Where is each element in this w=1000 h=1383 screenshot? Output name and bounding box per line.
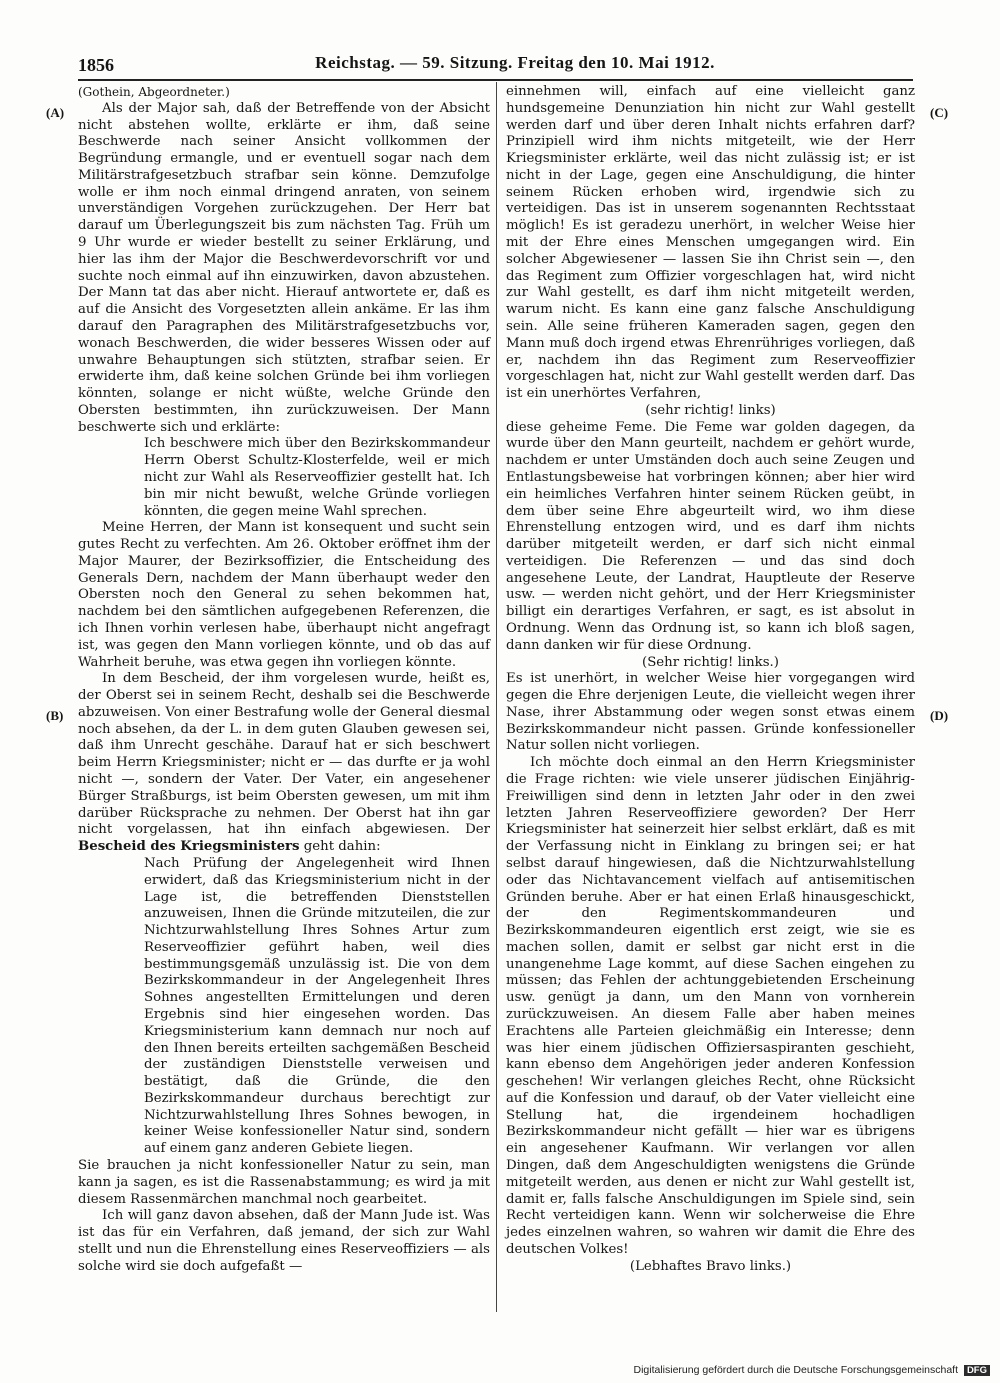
paragraph: diese geheime Feme. Die Feme war golden dagegen, da wurde über den Mann geurteilt, nachdem er gehört wurde, nachdem er unter Umständen doch auch seine Zeugen und Entlastungsbeweise hat vorbringen können; aber hier wird ein heimliches Verfahren hinter seinem Rücken geübt, in dem über seine Ehre abgeurteilt wird, wo ihm diese Ehrenstellung entzogen wird, und es darf ihm nichts darüber mitgeteilt werden, er darf sich nicht einmal verteidigen. Die Referenzen — und das sind doch angesehene Leute, der Landrat, Hauptleute der Reserve usw. — werden nicht gehört, und der Herr Kriegsminister billigt ein derartiges Verfahren, er sagt, es ist absolut in Ordnung. Wenn das Ordnung ist, so kann ich bloß sagen, dann danken wir für diese Ordnung. xyxy=(506,419,915,653)
credit-text: Digitalisierung gefördert durch die Deutsche Forschungsgemeinschaft xyxy=(633,1364,959,1376)
column-divider xyxy=(496,82,497,1312)
paragraph: Es ist unerhört, in welcher Weise hier vorgegangen wird gegen die Ehre derjenigen Leute, die vielleicht wegen ihrer Nase, ihrer Abstammung oder wegen sonst etwas einem Bezirkskommandeur nicht passen. Gründe konfessioneller Natur sollen nicht vorliegen. xyxy=(506,671,915,754)
paragraph: Als der Major sah, daß der Betreffende von der Absicht nicht abstehen wollte, erklärte er ihm, daß seine Beschwerde nach seiner Ansicht vollkommen der Begründung ermangle, und er eventuell sogar nach dem Militärstrafgesetzbuch strafbar sein könne. Demzufolge wolle er ihm noch einmal dringend anraten, von seinem unverständigen Vorgehen zurückzugehen. Der Herr bat darauf um Überlegungszeit bis zum nächsten Tag. Früh um 9 Uhr wurde er wieder bestellt zu seiner Erklärung, und hier las ihm der Major die Beschwerdevorschrift vor und suchte noch einmal auf ihn einzuwirken, davon abzustehen. Der Mann tat das aber nicht. Hierauf antwortete er, daß es auf die Ansicht des Vorgesetzten allein ankäme. Er las ihm darauf den Paragraphen des Militärstrafgesetzbuchs vor, wonach Beschwerden, die wider besseres Wissen oder auf unwahre Behauptungen sich stützten, strafbar seien. Er erwiderte ihm, daß keine solchen Gründe bei ihm vorliegen könnten, solange er nicht wüßte, welche Gründe den Obersten bestimmten, ihn zurückzuweisen. Der Mann beschwerte sich und erklärte: xyxy=(78,100,490,435)
interjection: (Sehr richtig! links.) xyxy=(642,654,779,670)
speaker-label: (Gothein, Abgeordneter.) xyxy=(78,85,230,99)
left-column xyxy=(78,84,490,1275)
margin-marker-d: (D) xyxy=(930,708,949,723)
paragraph-text: In dem Bescheid, der ihm vorgelesen wurde, heißt es, der Oberst sei in seinem Recht, deshalb sei die Beschwerde abzuweisen. Von einer Bestrafung wolle der General diesmal noch absehen, da der L. in dem guten Glauben gewesen sei, daß ihm Unrecht geschähe. Darauf hat er sich beschwert beim Herrn Kriegsminister; nicht er — das durfte er ja wohl nicht —, sondern der Vater. Der Vater, ein angesehener Bürger Straßburgs, ist beim Obersten gewesen, um mit ihm darüber Rücksprache zu nehmen. Der Oberst hat ihn gar nicht vorgelassen, hat ihn einfach abgewiesen. Der xyxy=(78,671,490,838)
paragraph: Sie brauchen ja nicht konfessioneller Natur zu sein, man kann ja sagen, es ist die Rassenabstammung; es wird ja mit diesem Rassenmärchen manchmal noch gearbeitet. xyxy=(78,1158,490,1207)
paragraph: Ich möchte doch einmal an den Herrn Kriegsminister die Frage richten: wie viele unserer jüdischen Einjährig-Freiwilligen sind denn in letzten Jahr oder in den zwei letzten Jahren Reserveoffiziere geworden? Der Herr Kriegsminister hat seinerzeit hier selbst erklärt, daß es mit der Verfassung nicht in Einklang zu bringen sei; er hat selbst darauf hingewiesen, daß die Nichtzurwahlstellung oder das Nichtavancement vielfach auf antisemitischen Gründen beruhe. Aber er hat einen Erlaß hinausgeschickt, der den Regimentskommandeuren und Bezirkskommandeuren eigentlich erst zeigt, wie sie es machen sollen, damit er selbst gar nicht erst in die unangenehme Lage kommt, auf diese Sachen eingehen zu müssen; das Fehlen der achtunggebietenden Erscheinung usw. genügt ja dann, um den Mann von vornherein zurückzuweisen. An diesem Falle aber haben meines Erachtens alle Parteien gleichmäßig ein Interesse; denn was hier einem jüdischen Offiziersaspiranten geschieht, kann ebenso dem Angehörigen jeder anderen Konfession geschehen! Wir verlangen gleiches Recht, ohne Rücksicht auf die Konfession und darauf, ob der Vater vielleicht eine Stellung hat, die irgendeinem hochadligen Bezirkskommandeur nicht gefällt — hier war es übrigens ein angesehener Kaufmann. Wir verlangen vor allen Dingen, daß dem Angeschuldigten wenigstens die Gründe mitgeteilt werden, aus denen er nicht zur Wahl gestellt ist, damit er, falls falsche Anschuldigungen im Spiele sind, sein Recht verteidigen kann. Wenn wir solcherweise die Ehre jedes einzelnen wahren, so wahren wir damit die Ehre des deutschen Volkes! xyxy=(506,755,915,1257)
running-title: Reichstag. — 59. Sitzung. Freitag den 10. Mai 1912. xyxy=(315,53,715,72)
right-column xyxy=(506,84,915,1275)
page-number: 1856 xyxy=(78,55,114,75)
dfg-logo: DFG xyxy=(964,1365,990,1376)
margin-marker-a: (A) xyxy=(46,105,65,120)
margin-marker-b: (B) xyxy=(46,708,64,723)
quoted-decision: Nach Prüfung der Angelegenheit wird Ihnen erwidert, daß das Kriegsministerium nicht in der Lage ist, die betreffenden Dienststellen anzuweisen, Ihnen die Gründe mitzuteilen, die zur Nichtzurwahlstellung Ihres Sohnes Artur zum Reserveoffizier geführt haben, weil dies bestimmungsgemäß unzulässig ist. Die von dem Bezirkskommandeur in der Angelegenheit Ihres Sohnes angestellten Ermittelungen und deren Ergebnis sind hier eingesehen worden. Das Kriegsministerium kann demnach nur noch auf den Ihnen bereits erteilten sachgemäßen Bescheid der zuständigen Dienststelle verweisen und bestätigt, daß die Gründe, die den Bezirkskommandeur durchaus berechtigt zur Nichtzurwahlstellung Ihres Sohnes bewogen, in keiner Weise konfessioneller Natur sind, sondern auf einem ganz anderen Gebiete liegen. xyxy=(144,855,490,1157)
paragraph-text: geht dahin: xyxy=(303,839,381,855)
paragraph: einnehmen will, einfach auf eine vielleicht ganz hundsgemeine Denunziation hin nicht zur Wahl gestellt werden darf und über deren Inhalt nichts erfahren darf? Prinzipiell wird ihm nichts mitgeteilt, wie der Herr Kriegsminister erklärte, weil das nicht zulässig ist; er ist nicht in der Lage, gegen eine Anschuldigung, die hinter seinem Rücken erhoben wird, irgendwie sich zu verteidigen. Das ist in unserem sogenannten Rechtsstaat möglich! Es ist geradezu unerhört, in welcher Weise hier mit der Ehre eines Menschen umgegangen wird. Ein solcher Abgewiesener — lassen Sie ihn Christ sein —, den das Regiment zum Offizier vorgeschlagen hat, wird nicht zur Wahl gestellt, es darf ihm nicht mitgeteilt werden, warum nicht. Es kann eine ganz falsche Anschuldigung sein. Alle seine früheren Kameraden sagen, gegen den Mann muß doch irgend etwas Ehrenrühriges vorliegen, daß er, nachdem ihn das Regiment zum Reserveoffizier vorgeschlagen hat, nicht zur Wahl gestellt werden darf. Das ist ein unerhörtes Verfahren, xyxy=(506,84,915,402)
header-rule xyxy=(78,79,913,81)
paragraph: Meine Herren, der Mann ist konsequent und sucht sein gutes Recht zu verfechten. Am 26. Oktober eröffnet ihm der Major Maurer, der Bezirksoffizier, die Entscheidung des Generals Dern, nachdem der Mann überhaupt weder den Obersten noch den General zu sehen bekommen hat, nachdem bei den sämtlichen aufgegebenen Referenzen, die ich Ihnen vorhin verlesen habe, überhaupt nicht angefragt ist, was gegen den Mann vorliegen könnte, und ob das auf Wahrheit beruhe, was etwa gegen ihn vorliegen könnte. xyxy=(78,520,490,670)
interjection: (Lebhaftes Bravo links.) xyxy=(629,1258,792,1274)
interjection: (sehr richtig! links) xyxy=(645,402,776,418)
quoted-complaint: Ich beschwere mich über den Bezirkskommandeur Herrn Oberst Schultz-Klosterfelde, weil er mich nicht zur Wahl als Reserveoffizier gestellt hat. Ich bin mir nicht bewußt, welche Gründe vorliegen könnten, die gegen meine Wahl sprechen. xyxy=(144,436,490,519)
digitization-credit xyxy=(600,1364,990,1376)
paragraph: Ich will ganz davon absehen, daß der Mann Jude ist. Was ist das für ein Verfahren, daß jemand, der sich zur Wahl stellt und nun die Ehrenstellung eines Reserveoffiziers — als solche wird sie doch aufgefaßt — xyxy=(78,1208,490,1274)
bold-phrase: Bescheid des Kriegsministers xyxy=(78,839,300,855)
margin-marker-c: (C) xyxy=(930,105,949,120)
paragraph xyxy=(78,671,490,856)
page-header xyxy=(78,49,912,79)
